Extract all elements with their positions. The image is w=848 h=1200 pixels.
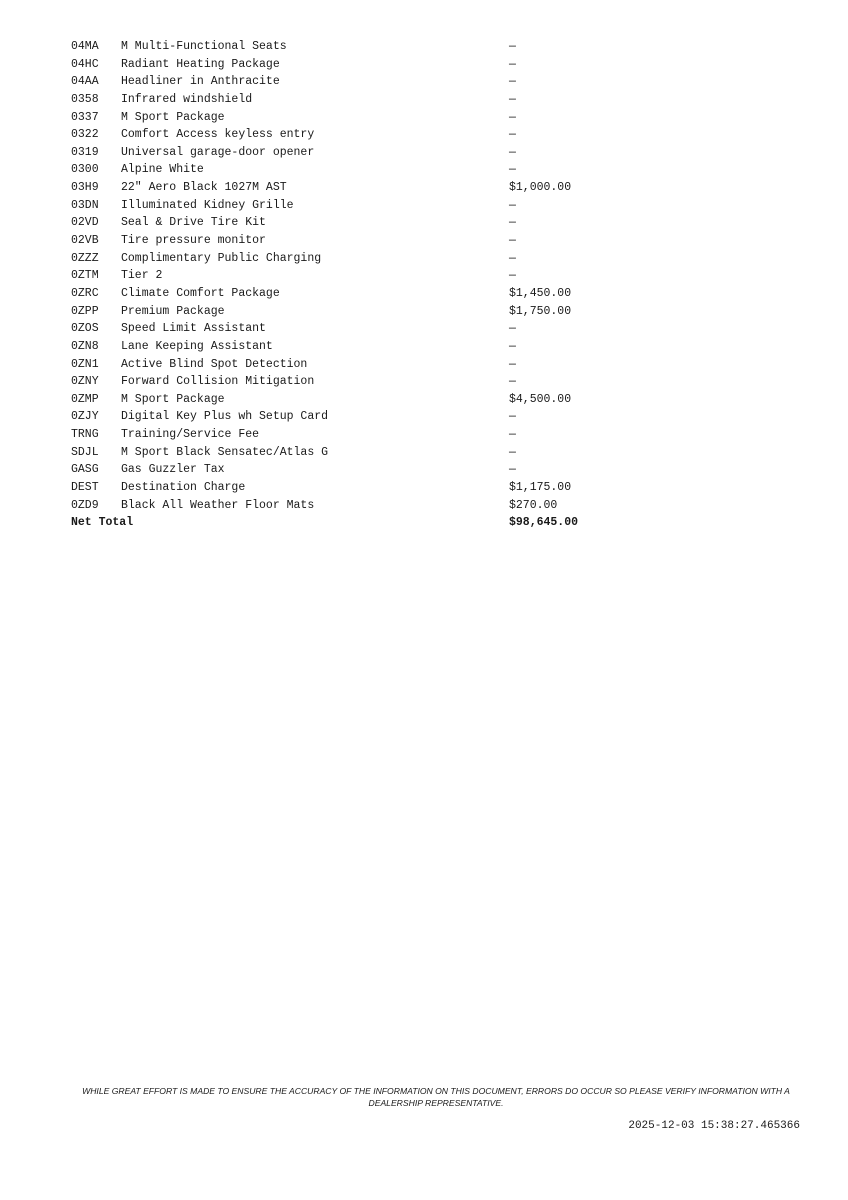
option-row <box>71 56 611 74</box>
option-code: SDJL <box>71 445 99 459</box>
option-price: $1,000.00 <box>509 181 572 195</box>
option-price: — <box>509 322 516 336</box>
timestamp: 2025-12-03 15:38:27.465366 <box>628 1120 800 1132</box>
option-description: Climate Comfort Package <box>121 286 280 300</box>
option-description: Speed Limit Assistant <box>121 322 266 336</box>
option-description: Universal garage-door opener <box>121 145 315 159</box>
option-code: 0ZOS <box>71 322 99 336</box>
option-code: 04AA <box>71 75 99 89</box>
option-row <box>71 461 611 479</box>
option-row <box>71 267 611 285</box>
option-price: — <box>509 339 516 353</box>
option-row <box>71 426 611 444</box>
option-row <box>71 408 611 426</box>
option-description: Infrared windshield <box>121 92 253 106</box>
option-description: Gas Guzzler Tax <box>121 463 225 477</box>
option-description: Radiant Heating Package <box>121 57 280 71</box>
option-code: 04HC <box>71 57 99 71</box>
option-code: 0322 <box>71 128 99 142</box>
option-row <box>71 73 611 91</box>
option-price: — <box>509 145 516 159</box>
option-price: — <box>509 357 516 371</box>
option-row <box>71 144 611 162</box>
option-price: — <box>509 198 516 212</box>
option-price: — <box>509 234 516 248</box>
option-rows <box>71 38 611 514</box>
option-description: Comfort Access keyless entry <box>121 128 315 142</box>
option-price: $1,750.00 <box>509 304 572 318</box>
option-description: Illuminated Kidney Grille <box>121 198 294 212</box>
option-row <box>71 126 611 144</box>
option-row <box>71 373 611 391</box>
option-row <box>71 250 611 268</box>
option-code: 03H9 <box>71 181 99 195</box>
option-price: — <box>509 75 516 89</box>
option-code: GASG <box>71 463 99 477</box>
option-row <box>71 391 611 409</box>
option-description: Forward Collision Mitigation <box>121 375 315 389</box>
option-description: Headliner in Anthracite <box>121 75 280 89</box>
option-description: Active Blind Spot Detection <box>121 357 308 371</box>
option-description: M Sport Black Sensatec/Atlas G <box>121 445 329 459</box>
option-price: $4,500.00 <box>509 392 572 406</box>
option-row <box>71 303 611 321</box>
option-code: 03DN <box>71 198 99 212</box>
option-price: — <box>509 269 516 283</box>
option-description: Tire pressure monitor <box>121 234 266 248</box>
option-row <box>71 179 611 197</box>
option-description: Seal & Drive Tire Kit <box>121 216 266 230</box>
option-description: Alpine White <box>121 163 204 177</box>
option-price: — <box>509 410 516 424</box>
option-row <box>71 356 611 374</box>
option-code: 0319 <box>71 145 99 159</box>
option-price: — <box>509 445 516 459</box>
option-row <box>71 161 611 179</box>
option-description: M Multi-Functional Seats <box>121 40 287 53</box>
option-price: — <box>509 128 516 142</box>
options-table <box>71 38 611 532</box>
option-code: DEST <box>71 481 99 495</box>
option-description: Lane Keeping Assistant <box>121 339 273 353</box>
option-price: — <box>509 110 516 124</box>
option-price: — <box>509 463 516 477</box>
option-code: 0ZRC <box>71 286 99 300</box>
option-row <box>71 38 611 56</box>
option-description: Complimentary Public Charging <box>121 251 322 265</box>
option-price: $270.00 <box>509 498 558 512</box>
option-price: — <box>509 216 516 230</box>
option-row <box>71 214 611 232</box>
option-row <box>71 232 611 250</box>
option-code: 0ZTM <box>71 269 99 283</box>
net-total-value: $98,645.00 <box>509 516 579 530</box>
option-description: Digital Key Plus wh Setup Card <box>121 410 329 424</box>
option-description: M Sport Package <box>121 110 225 124</box>
option-code: 04MA <box>71 40 99 53</box>
option-description: Black All Weather Floor Mats <box>121 498 315 512</box>
option-description: Destination Charge <box>121 481 246 495</box>
option-price: — <box>509 92 516 106</box>
option-description: 22" Aero Black 1027M AST <box>121 181 287 195</box>
option-code: 0ZJY <box>71 410 99 424</box>
option-code: 0ZD9 <box>71 498 99 512</box>
option-price: — <box>509 57 516 71</box>
option-row <box>71 338 611 356</box>
option-price: — <box>509 375 516 389</box>
option-code: 02VD <box>71 216 99 230</box>
option-code: 0ZNY <box>71 375 99 389</box>
option-price: — <box>509 428 516 442</box>
option-code: 02VB <box>71 234 99 248</box>
option-price: $1,450.00 <box>509 286 572 300</box>
option-description: Training/Service Fee <box>121 428 260 442</box>
option-code: 0358 <box>71 92 99 106</box>
option-code: 0ZZZ <box>71 251 99 265</box>
option-row <box>71 320 611 338</box>
option-row <box>71 285 611 303</box>
option-description: Tier 2 <box>121 269 163 283</box>
option-code: 0ZN1 <box>71 357 99 371</box>
option-row <box>71 444 611 462</box>
option-description: M Sport Package <box>121 392 225 406</box>
option-price: $1,175.00 <box>509 481 572 495</box>
net-total-row <box>71 514 611 532</box>
option-code: 0ZMP <box>71 392 99 406</box>
option-price: — <box>509 251 516 265</box>
disclaimer: WHILE GREAT EFFORT IS MADE TO ENSURE THE ACCURACY OF THE INFORMATION ON THIS DOCUMENT, ERRORS DO OCCUR SO PLEASE VERIFY INFORMATION WITH A DEALERSHIP REPRESENTATIVE. <box>82 1086 790 1108</box>
option-row <box>71 497 611 515</box>
option-code: 0337 <box>71 110 99 124</box>
option-row <box>71 109 611 127</box>
option-code: TRNG <box>71 428 99 442</box>
option-price: — <box>509 163 516 177</box>
option-code: 0ZPP <box>71 304 99 318</box>
option-row <box>71 197 611 215</box>
option-price: — <box>509 40 516 53</box>
option-row <box>71 479 611 497</box>
option-code: 0ZN8 <box>71 339 99 353</box>
option-code: 0300 <box>71 163 99 177</box>
option-row <box>71 91 611 109</box>
option-description: Premium Package <box>121 304 225 318</box>
net-total-label: Net Total <box>71 516 134 530</box>
